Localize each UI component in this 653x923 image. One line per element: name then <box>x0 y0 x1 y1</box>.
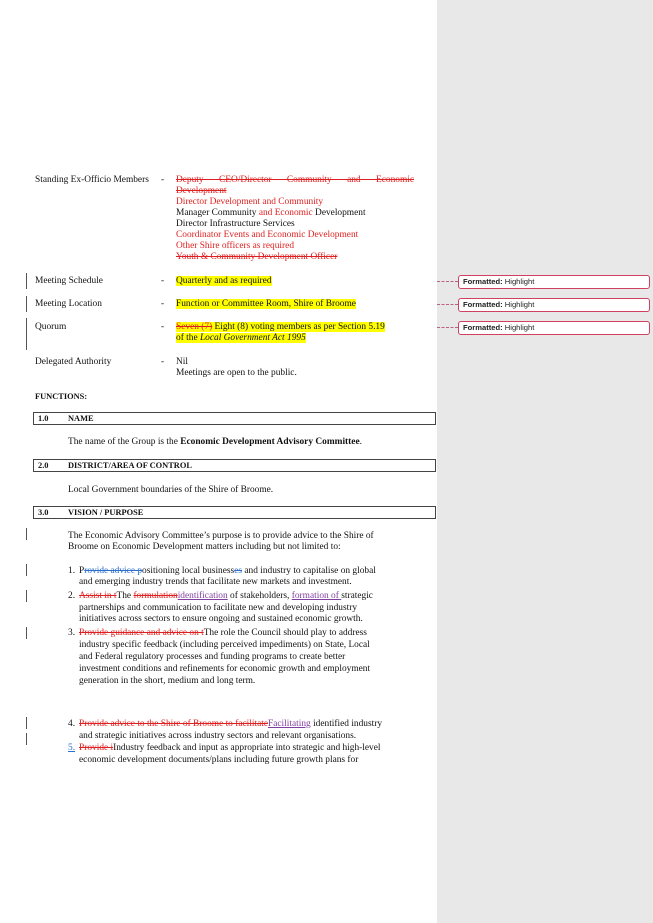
formatted-balloon-quorum[interactable]: Formatted: Highlight <box>458 321 650 335</box>
delegated-label: Delegated Authority <box>35 357 112 367</box>
section-number: 2.0 <box>38 461 49 470</box>
list-item-2-line2: partnerships and communication to facilitate new and developing industry <box>79 603 358 613</box>
functions-heading: FUNCTIONS: <box>35 392 88 401</box>
quorum-dash: - <box>161 322 165 332</box>
change-bar <box>26 564 27 576</box>
purpose-intro-line1: The Economic Advisory Committee’s purpose is to provide advice to the Shire of <box>68 531 374 541</box>
location-label: Meeting Location <box>35 299 102 309</box>
list-item-2-line3: initiatives across sectors to ensure ongoing and sustained economic growth. <box>79 614 363 624</box>
list-item-5-line1: Provide iIndustry feedback and input as appropriate into strategic and high-level <box>79 743 381 753</box>
district-text: Local Government boundaries of the Shire of Broome. <box>68 485 274 495</box>
change-bar <box>26 273 27 289</box>
list-item-4-line1: Provide advice to the Shire of Broome to facilitateFacilitating identified industry <box>79 719 383 729</box>
change-bar <box>26 733 27 745</box>
list-item-number: 5. <box>68 743 76 753</box>
list-item-number: 2. <box>68 591 76 601</box>
delegated-note: Meetings are open to the public. <box>176 368 297 378</box>
list-item-1-line2: and emerging industry trends that facilitate new markets and investment. <box>79 577 352 587</box>
section-title: DISTRICT/AREA OF CONTROL <box>68 461 192 470</box>
quorum-label: Quorum <box>35 322 67 332</box>
schedule-dash: - <box>161 276 165 286</box>
name-text: The name of the Group is the Economic Development Advisory Committee. <box>68 437 362 447</box>
location-value: Function or Committee Room, Shire of Broome <box>176 299 356 309</box>
change-bar <box>26 717 27 729</box>
purpose-intro-line2: Broome on Economic Development matters including but not limited to: <box>68 542 341 552</box>
balloon-connector <box>437 327 458 328</box>
location-dash: - <box>161 299 165 309</box>
member-manager-community: Manager Community and Economic Development <box>176 208 366 218</box>
inserted-text-director-development: Director Development and Community <box>176 197 324 207</box>
list-item-3-line5: generation in the short, medium and long term. <box>79 676 256 686</box>
section-title: VISION / PURPOSE <box>68 508 144 517</box>
change-bar <box>26 296 27 312</box>
formatted-balloon-schedule[interactable]: Formatted: Highlight <box>458 275 650 289</box>
section-header-name <box>33 412 436 425</box>
member-coordinator-events: Coordinator Events and Economic Development <box>176 230 359 240</box>
change-bar <box>26 627 27 639</box>
list-item-2-line1: Assist in tThe formulationidentification of stakeholders, formation of strategic <box>79 591 373 601</box>
membership-dash: - <box>161 175 165 185</box>
list-item-3-line3: and Federal regulatory processes and funding programs to create better <box>79 652 346 662</box>
list-item-1-line1: Provide advice positioning local businesses and industry to capitalise on global <box>79 566 376 576</box>
balloon-connector <box>437 281 458 282</box>
delegated-value: Nil <box>176 357 188 367</box>
member-director-infrastructure: Director Infrastructure Services <box>176 219 295 229</box>
change-bar <box>26 590 27 602</box>
list-item-number: 4. <box>68 719 76 729</box>
formatted-balloon-location[interactable]: Formatted: Highlight <box>458 298 650 312</box>
quorum-value-line1: Seven (7) Eight (8) voting members as per Section 5.19 <box>176 322 385 332</box>
list-item-3-line4: investment conditions and refinements for economic growth and employment <box>79 664 371 674</box>
change-bar <box>26 318 27 350</box>
section-header-purpose <box>33 506 436 519</box>
schedule-value: Quarterly and as required <box>176 276 272 286</box>
section-number: 3.0 <box>38 508 49 517</box>
change-bar <box>26 528 27 540</box>
section-header-district <box>33 459 436 472</box>
member-other-officers: Other Shire officers as required <box>176 241 295 251</box>
list-item-number: 3. <box>68 628 76 638</box>
delegated-dash: - <box>161 357 165 367</box>
comment-margin <box>437 0 653 923</box>
list-item-4-line2: and strategic initiatives across industry sectors and relevant organisations. <box>79 731 357 741</box>
list-item-3-line2: industry specific feedback (including perceived impediments) on State, Local <box>79 640 370 650</box>
list-item-5-line2: economic development documents/plans including future growth plans for <box>79 755 359 765</box>
section-title: NAME <box>68 414 94 423</box>
schedule-label: Meeting Schedule <box>35 276 103 286</box>
list-item-number: 1. <box>68 566 76 576</box>
list-item-3-line1: Provide guidance and advice on tThe role the Council should play to address <box>79 628 367 638</box>
balloon-connector <box>437 304 458 305</box>
deleted-text-youth-officer: Youth & Community Development Officer <box>176 252 338 262</box>
deleted-text-deputy-ceo: Deputy CEO/Director Community and Economic Development <box>176 175 414 197</box>
quorum-value-line2: of the Local Government Act 1995 <box>176 333 306 343</box>
membership-label: Standing Ex-Officio Members <box>35 175 149 185</box>
section-number: 1.0 <box>38 414 49 423</box>
